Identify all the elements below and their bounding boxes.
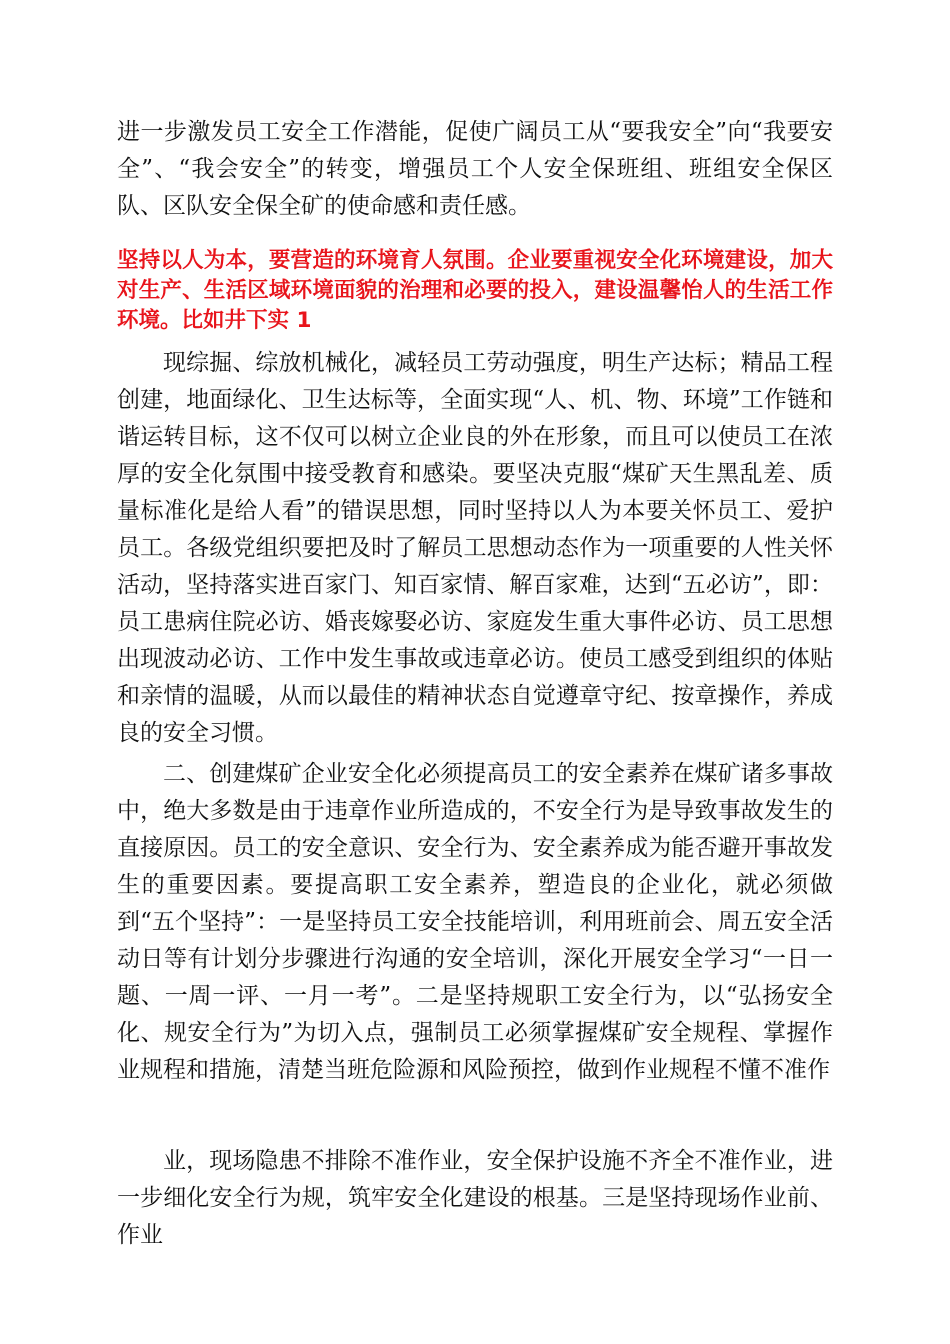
paragraph-2: 现综掘、综放机械化，减轻员工劳动强度，明生产达标；精品工程创建，地面绿化、卫生达标等，全面实现“人、机、物、环境”工作链和谐运转目标，这不仅可以树立企业良的外在形象，而且可以使员工在浓厚的安全化氛围中接受教育和感染。要坚决克服“煤矿天生黑乱差、质量标准化是给人看”的错误思想，同时坚持以人为本要关怀员工、爱护员工。各级党组织要把及时了解员工思想动态作为一项重要的人性关怀活动，坚持落实进百家门、知百家情、解百家难，达到“五必访”，即：员工患病住院必访、婚丧嫁娶必访、家庭发生重大事件必访、员工思想出现波动必访、工作中发生事故或违章必访。使员工感受到组织的体贴和亲情的温暖，从而以最佳的精神状态自觉遵章守纪、按章操作，养成良的安全习惯。: [117, 350, 833, 746]
paragraph-3: 二、创建煤矿企业安全化必须提高员工的安全素养在煤矿诸多事故中，绝大多数是由于违章作业所造成的，不安全行为是导致事故发生的直接原因。员工的安全意识、安全行为、安全素养成为能否避开事故发生的重要因素。要提高职工安全素养，塑造良的企业化，就必须做到“五个坚持”：一是坚持员工安全技能培训，利用班前会、周五安全活动日等有计划分步骤进行沟通的安全培训，深化开展安全学习“一日一题、一周一评、一月一考”。二是坚持规职工安全行为，以“弘扬安全化、规安全行为”为切入点，强制员工必须掌握煤矿安全规程、掌握作业规程和措施，清楚当班危险源和风险预控，做到作业规程不懂不准作: [117, 761, 833, 1083]
paragraph-1: 进一步激发员工安全工作潜能，促使广阔员工从“要我安全”向“我要安全”、“我会安全”的转变，增强员工个人安全保班组、班组安全保区队、区队安全保全矿的使命感和责任感。: [117, 119, 833, 219]
section-heading: 坚持以人为本，要营造的环境育人氛围。企业要重视安全化环境建设，加大对生产、生活区域环境面貌的治理和必要的投入，建设温馨怡人的生活工作环境。比如井下实 1: [117, 248, 833, 333]
paragraph-4: 业，现场隐患不排除不准作业，安全保护设施不齐全不准作业，进一步细化安全行为规，筑牢安全化建设的根基。三是坚持现场作业前、作业: [117, 1148, 833, 1248]
